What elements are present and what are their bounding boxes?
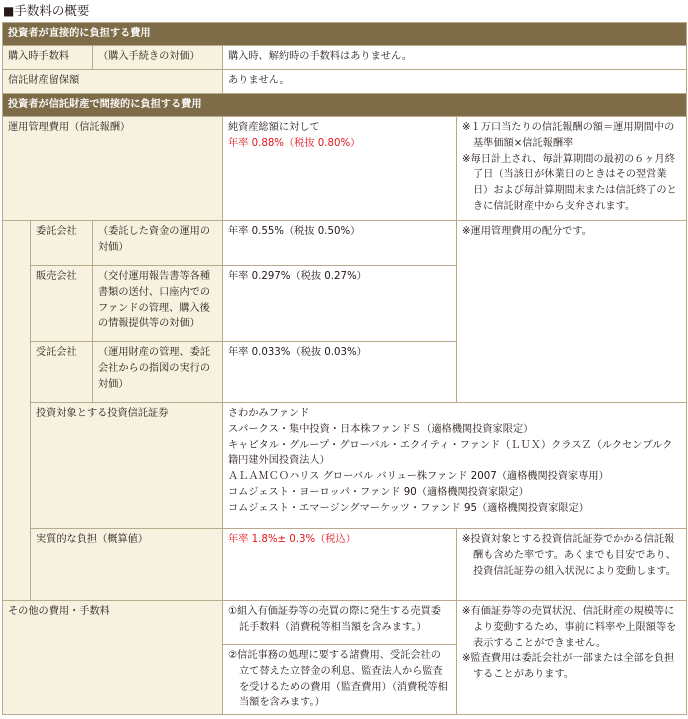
trustee-label: 受託会社 [31, 342, 93, 403]
indent-spacer [3, 221, 31, 601]
purchase-fee-sublabel: （購入手続きの対価） [93, 46, 223, 70]
management-fee-rate: 年率 0.88%（税抜 0.80%） [228, 137, 361, 149]
sales-label: 販売会社 [31, 266, 93, 342]
fund-item: さわかみファンド [228, 408, 310, 419]
allocation-note: ※運用管理費用の配分です。 [457, 221, 687, 403]
entrust-value: 年率 0.55%（税抜 0.50%） [223, 221, 457, 266]
entrust-desc: （委託した資金の運用の対価） [93, 221, 223, 266]
section-heading [0, 0, 688, 22]
square-bullet-icon: ■ [3, 4, 15, 18]
effective-note-text: ※投資対象とする投資信託証券でかかる信託報酬も含めた率です。あくまでも目安であり、投資信託証券の組入状況により変動します。 [462, 534, 676, 577]
purchase-fee-label: 購入時手数料 [3, 46, 93, 70]
reserve-value: ありません。 [223, 70, 687, 94]
page-title: 手数料の概要 [14, 3, 90, 18]
other-note-2: ※監査費用は委託会社が一部または全部を負担することがあります。 [462, 653, 675, 681]
other-fees-notes [457, 601, 687, 715]
indirect-cost-header: 投資者が信託財産で間接的に負担する費用 [3, 94, 687, 117]
effective-cost-value: 年率 1.8%± 0.3%（税込） [223, 529, 457, 601]
management-fee-value [223, 117, 457, 221]
other-fee-item-1 [223, 601, 457, 645]
other-fees-label: その他の費用・手数料 [3, 601, 223, 715]
reserve-label: 信託財産留保額 [3, 70, 223, 94]
management-note-1: ※１万口当たりの信託報酬の額＝運用期間中の基準価額×信託報酬率 [462, 122, 675, 149]
fund-item: キャピタル・グループ・グローバル・エクイティ・ファンド（ＬＵＸ）クラスＺ（ルクセンブルク籍円建外国投資法人） [228, 439, 673, 467]
effective-cost-note [457, 529, 687, 601]
target-funds-list [223, 403, 687, 529]
target-funds-label: 投資対象とする投資信託証券 [31, 403, 223, 529]
fund-item: コムジェスト・エマージングマーケッツ・ファンド 95（適格機関投資家限定） [228, 502, 589, 514]
management-note-2: ※毎日計上され、毎計算期間の最初の６ヶ月終了日（当該日が休業日のときはその翌営業日）および毎計算期間末または信託終了のときに信託財産中から支弁されます。 [462, 153, 677, 213]
trustee-desc: （運用財産の管理、委託会社からの指図の実行の対価） [93, 342, 223, 403]
other-note-1: ※有価証券等の売買状況、信託財産の規模等により変動するため、事前に料率や上限額等を表示することができません。 [462, 606, 677, 649]
purchase-fee-value: 購入時、解約時の手数料はありません。 [223, 46, 687, 70]
sales-desc: （交付運用報告書等各種書類の送付、口座内でのファンドの管理、購入後の情報提供等の対価） [93, 266, 223, 342]
fund-item: コムジェスト・ヨーロッパ・ファンド 90（適格機関投資家限定） [228, 487, 529, 499]
fund-item: スパークス・集中投資・日本株ファンドＳ（適格機関投資家限定） [228, 423, 534, 435]
management-fee-notes [457, 117, 687, 221]
sales-value: 年率 0.297%（税抜 0.27%） [223, 266, 457, 342]
other-fee-item-2-text: ②信託事務の処理に要する諸費用、受託会社の立て替えた立替金の利息、監査法人から監査を受けるための費用（監査費用）（消費税等相当額を含みます。） [228, 650, 448, 709]
other-fee-item-1-text: ①組入有価証券等の売買の際に発生する売買委託手数料（消費税等相当額を含みます。） [228, 606, 441, 633]
other-fee-item-2 [223, 645, 457, 715]
fee-table [2, 22, 687, 715]
management-fee-basis: 純資産総額に対して [228, 122, 320, 133]
fund-item: ＡＬＡＭＣＯハリス グローバル バリュー株ファンド 2007（適格機関投資家専用） [228, 471, 609, 483]
entrust-label: 委託会社 [31, 221, 93, 266]
effective-cost-label: 実質的な負担（概算値） [31, 529, 223, 601]
trustee-value: 年率 0.033%（税抜 0.03%） [223, 342, 457, 403]
management-fee-label: 運用管理費用（信託報酬） [3, 117, 223, 221]
direct-cost-header: 投資者が直接的に負担する費用 [3, 23, 687, 46]
